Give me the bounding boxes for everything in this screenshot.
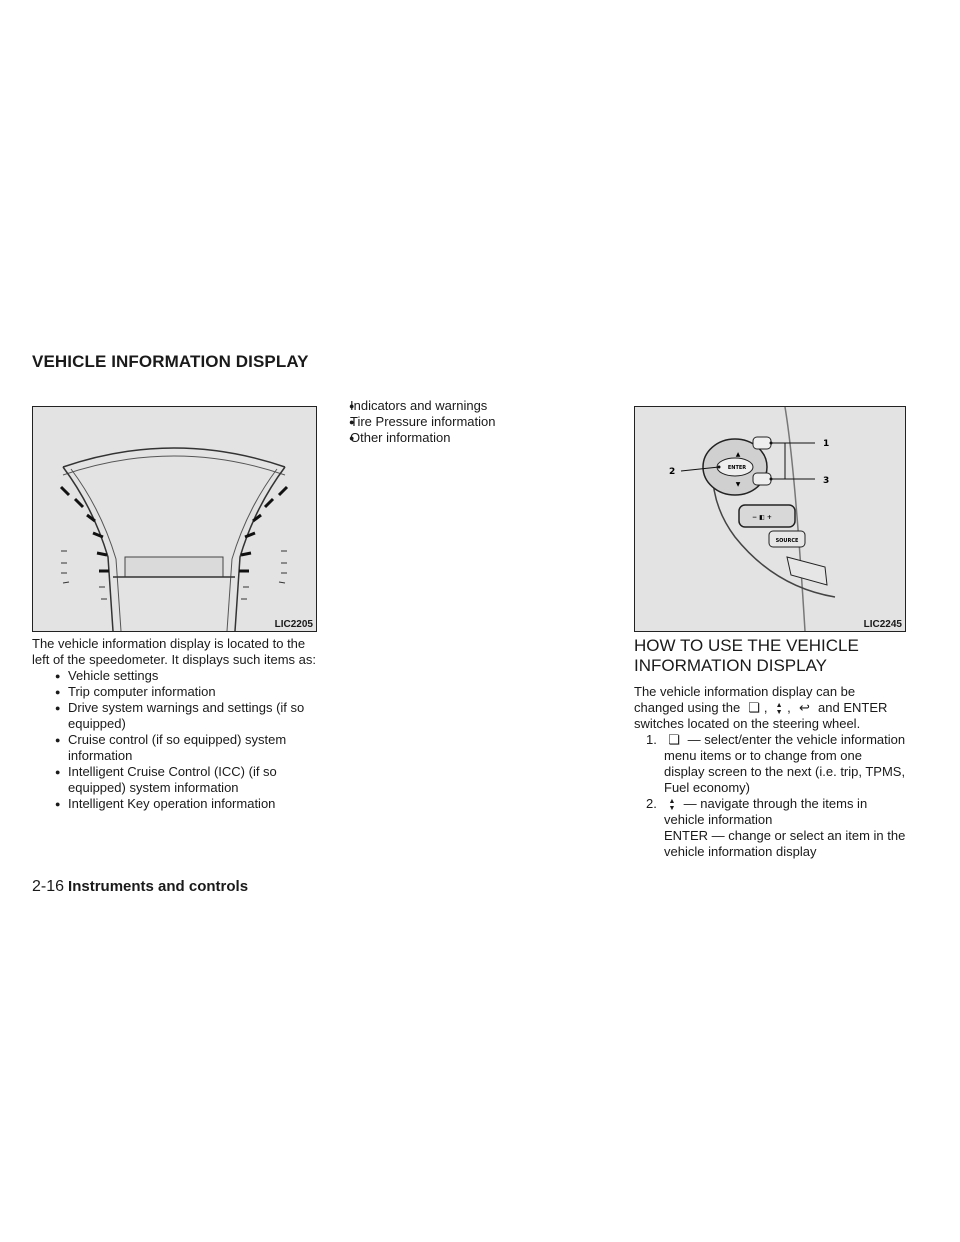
intro-part-a: The vehicle information display can be changed using the (634, 684, 856, 715)
numbered-item-2 (634, 796, 906, 860)
callout-2: 2 (669, 467, 676, 477)
item-number: 1. (646, 732, 657, 747)
item-text: — select/enter the vehicle information menu items or to change from one display screen to the next (i.e. trip, TPMS, Fuel economy) (664, 732, 906, 795)
list-item: ● Cruise control (if so equipped) system information (32, 732, 316, 764)
label-minus-plus: − ◧ + (752, 514, 772, 521)
numbered-item-1 (634, 732, 906, 796)
list-item: ● Tire Pressure information (326, 414, 606, 430)
item-text: — navigate through the items in vehicle information (664, 796, 868, 827)
label-source: SOURCE (775, 538, 799, 544)
separator: , (787, 700, 791, 715)
column-1 (32, 636, 316, 812)
figure-instrument-cluster (32, 406, 317, 632)
column-2 (326, 398, 606, 446)
list-item: ● Indicators and warnings (326, 398, 606, 414)
display-switch-icon: ❏ (668, 732, 680, 747)
display-switch-icon: ❏ (748, 700, 760, 715)
list-item: ● Trip computer information (32, 684, 316, 700)
figure-label: LIC2205 (274, 619, 313, 630)
page-footer (32, 878, 248, 896)
back-arrow-icon: ↩ (798, 700, 810, 715)
callout-1: 1 (823, 439, 830, 449)
list-item: ● Other information (326, 430, 606, 446)
list-item: ● Vehicle settings (32, 668, 316, 684)
column-3 (634, 684, 906, 860)
svg-text:▼: ▼ (735, 481, 741, 488)
callout-3: 3 (823, 476, 830, 486)
col3-intro (634, 684, 906, 732)
label-enter: ENTER (727, 465, 747, 471)
figure-steering-switches (634, 406, 906, 632)
item-text-enter: ENTER — change or select an item in the vehicle information display (664, 828, 906, 859)
section-title: VEHICLE INFORMATION DISPLAY (32, 352, 309, 371)
figure-label: LIC2245 (863, 619, 902, 630)
subsection-heading: HOW TO USE THE VEHICLE INFORMATION DISPLAY (634, 636, 859, 675)
instrument-cluster-illustration (33, 407, 316, 631)
page-number: 2-16 (32, 878, 65, 895)
separator: , (763, 700, 768, 715)
intro-part-b: and ENTER switches located on the steering wheel. (634, 700, 888, 731)
up-down-arrow-icon: ▲ ▼ (775, 702, 783, 716)
footer-section: Instruments and controls (68, 878, 249, 895)
steering-switch-illustration (635, 407, 905, 631)
col1-intro: The vehicle information display is located to the left of the speedometer. It displays such items as: (32, 636, 316, 667)
svg-text:▲: ▲ (735, 451, 741, 458)
list-item: ● Intelligent Cruise Control (ICC) (if so equipped) system information (32, 764, 316, 796)
list-item: ● Drive system warnings and settings (if so equipped) (32, 700, 316, 732)
list-item: ● Intelligent Key operation information (32, 796, 316, 812)
item-number: 2. (646, 796, 657, 811)
up-down-arrow-icon: ▲ ▼ (668, 798, 676, 812)
